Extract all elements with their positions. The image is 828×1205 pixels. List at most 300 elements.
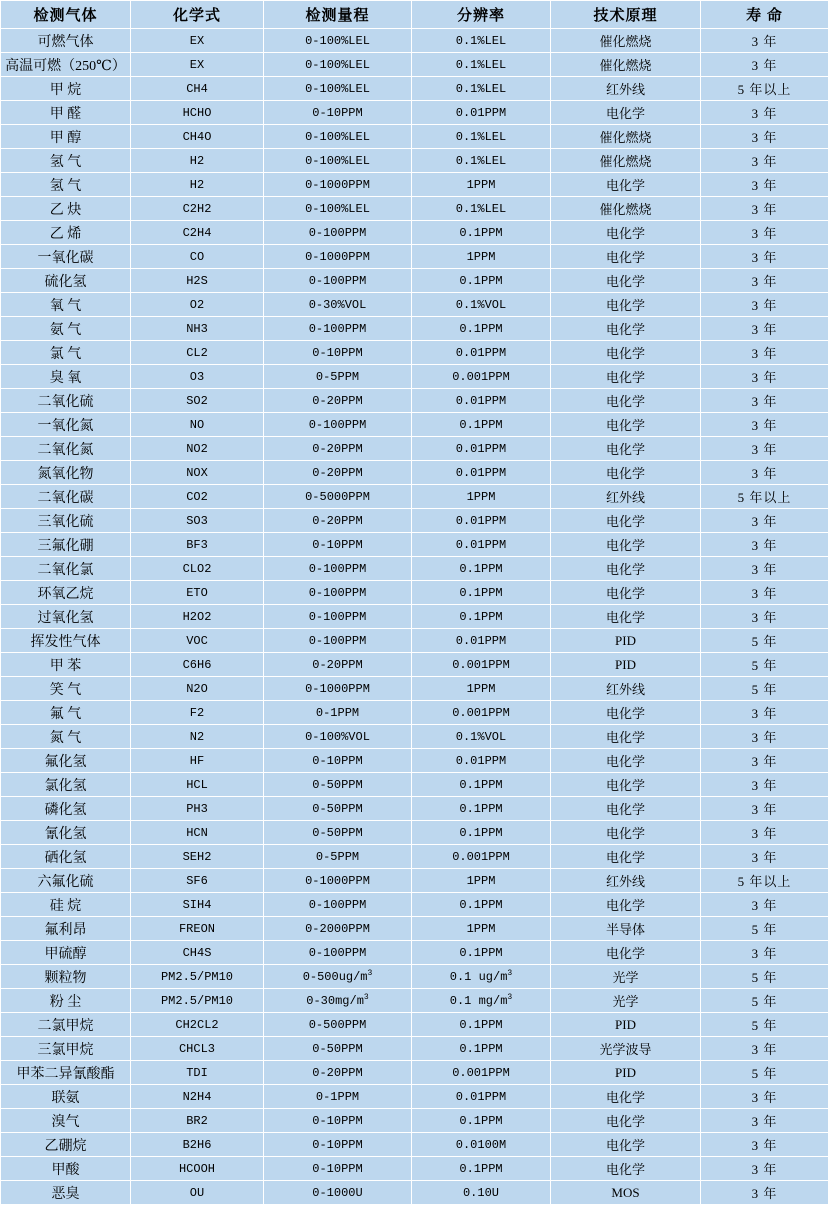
cell-technology: 电化学	[551, 533, 701, 557]
cell-measuring-range: 0-10PPM	[264, 1133, 412, 1157]
cell-lifetime: 3 年	[701, 293, 828, 317]
cell-lifetime: 3 年	[701, 29, 828, 53]
table-row	[1, 917, 828, 941]
cell-measuring-range: 0-50PPM	[264, 1037, 412, 1061]
cell-lifetime: 5 年	[701, 965, 828, 989]
cell-measuring-range: 0-1000PPM	[264, 245, 412, 269]
cell-gas-name: 联氨	[1, 1085, 131, 1109]
cell-resolution: 0.1PPM	[412, 269, 551, 293]
cell-technology: 电化学	[551, 893, 701, 917]
cell-technology: 催化燃烧	[551, 29, 701, 53]
cell-resolution: 0.01PPM	[412, 1085, 551, 1109]
cell-measuring-range: 0-20PPM	[264, 653, 412, 677]
cell-gas-name: 二氧化氯	[1, 557, 131, 581]
table-row	[1, 101, 828, 125]
cell-technology: 电化学	[551, 245, 701, 269]
cell-technology: 光学	[551, 989, 701, 1013]
table-row	[1, 869, 828, 893]
cell-lifetime: 3 年	[701, 1157, 828, 1181]
table-row	[1, 341, 828, 365]
cell-lifetime: 3 年	[701, 773, 828, 797]
cell-gas-name: 磷化氢	[1, 797, 131, 821]
cell-chemical-formula: PM2.5/PM10	[131, 989, 264, 1013]
table-row	[1, 845, 828, 869]
cell-gas-name: 溴气	[1, 1109, 131, 1133]
cell-lifetime: 3 年	[701, 533, 828, 557]
cell-chemical-formula: PM2.5/PM10	[131, 965, 264, 989]
table-row	[1, 437, 828, 461]
cell-resolution: 0.1PPM	[412, 581, 551, 605]
column-header-gas-name: 检测气体	[1, 1, 131, 29]
cell-measuring-range: $0-30mg/m^3$	[264, 989, 412, 1013]
cell-gas-name: 高温可燃（250℃）	[1, 53, 131, 77]
cell-technology: 电化学	[551, 581, 701, 605]
cell-technology: 催化燃烧	[551, 197, 701, 221]
table-row	[1, 797, 828, 821]
table-body	[1, 29, 828, 1205]
cell-gas-name: 氢 气	[1, 173, 131, 197]
cell-technology: 电化学	[551, 365, 701, 389]
table-row	[1, 365, 828, 389]
cell-lifetime: 3 年	[701, 1037, 828, 1061]
cell-technology: 红外线	[551, 677, 701, 701]
cell-lifetime: 3 年	[701, 53, 828, 77]
column-header-chemical-formula: 化学式	[131, 1, 264, 29]
cell-resolution: 0.1PPM	[412, 1037, 551, 1061]
cell-technology: 电化学	[551, 173, 701, 197]
table-row	[1, 725, 828, 749]
cell-chemical-formula: H2	[131, 149, 264, 173]
cell-measuring-range: 0-100%LEL	[264, 149, 412, 173]
cell-measuring-range: 0-500PPM	[264, 1013, 412, 1037]
table-row	[1, 581, 828, 605]
cell-chemical-formula: CH4	[131, 77, 264, 101]
cell-chemical-formula: CH4O	[131, 125, 264, 149]
cell-resolution: 0.01PPM	[412, 629, 551, 653]
cell-chemical-formula: H2O2	[131, 605, 264, 629]
cell-gas-name: 臭 氧	[1, 365, 131, 389]
cell-gas-name: 三氟化硼	[1, 533, 131, 557]
cell-lifetime: 5 年	[701, 677, 828, 701]
cell-technology: 电化学	[551, 437, 701, 461]
cell-lifetime: 3 年	[701, 509, 828, 533]
cell-measuring-range: 0-10PPM	[264, 749, 412, 773]
cell-technology: 催化燃烧	[551, 125, 701, 149]
cell-measuring-range: 0-100PPM	[264, 893, 412, 917]
table-row	[1, 677, 828, 701]
cell-technology: 电化学	[551, 605, 701, 629]
cell-gas-name: 氢 气	[1, 149, 131, 173]
cell-gas-name: 氨 气	[1, 317, 131, 341]
table-row	[1, 1037, 828, 1061]
cell-technology: 红外线	[551, 485, 701, 509]
table-header	[1, 1, 828, 29]
cell-measuring-range: 0-100%VOL	[264, 725, 412, 749]
column-header-technology: 技术原理	[551, 1, 701, 29]
table-row	[1, 245, 828, 269]
cell-measuring-range: 0-1000PPM	[264, 869, 412, 893]
cell-lifetime: 3 年	[701, 941, 828, 965]
cell-resolution: 0.01PPM	[412, 437, 551, 461]
cell-lifetime: 3 年	[701, 1181, 828, 1205]
cell-resolution: 1PPM	[412, 869, 551, 893]
cell-gas-name: 甲 醇	[1, 125, 131, 149]
cell-measuring-range: 0-20PPM	[264, 509, 412, 533]
cell-gas-name: 三氧化硫	[1, 509, 131, 533]
cell-lifetime: 5 年	[701, 629, 828, 653]
cell-measuring-range: 0-50PPM	[264, 773, 412, 797]
cell-technology: 电化学	[551, 1085, 701, 1109]
cell-gas-name: 乙硼烷	[1, 1133, 131, 1157]
cell-chemical-formula: OU	[131, 1181, 264, 1205]
table-row	[1, 509, 828, 533]
table-row	[1, 149, 828, 173]
cell-resolution: 0.01PPM	[412, 749, 551, 773]
cell-measuring-range: 0-10PPM	[264, 1157, 412, 1181]
cell-resolution: 1PPM	[412, 173, 551, 197]
cell-technology: 电化学	[551, 1133, 701, 1157]
cell-chemical-formula: NO2	[131, 437, 264, 461]
cell-gas-name: 氟 气	[1, 701, 131, 725]
table-row	[1, 221, 828, 245]
cell-resolution: 0.01PPM	[412, 389, 551, 413]
cell-measuring-range: 0-100PPM	[264, 941, 412, 965]
cell-measuring-range: 0-100PPM	[264, 557, 412, 581]
cell-lifetime: 5 年	[701, 1013, 828, 1037]
table-row	[1, 989, 828, 1013]
table-row	[1, 173, 828, 197]
cell-technology: 电化学	[551, 389, 701, 413]
cell-gas-name: 一氧化氮	[1, 413, 131, 437]
cell-resolution: 0.01PPM	[412, 341, 551, 365]
table-row	[1, 557, 828, 581]
cell-chemical-formula: O2	[131, 293, 264, 317]
cell-gas-name: 甲 醛	[1, 101, 131, 125]
cell-measuring-range: 0-100PPM	[264, 269, 412, 293]
cell-measuring-range: 0-100%LEL	[264, 125, 412, 149]
cell-gas-name: 硫化氢	[1, 269, 131, 293]
cell-chemical-formula: NH3	[131, 317, 264, 341]
cell-technology: PID	[551, 653, 701, 677]
cell-resolution: 0.1PPM	[412, 413, 551, 437]
cell-measuring-range: 0-50PPM	[264, 821, 412, 845]
table-row	[1, 605, 828, 629]
cell-technology: 电化学	[551, 293, 701, 317]
cell-lifetime: 5 年以上	[701, 869, 828, 893]
cell-gas-name: 六氟化硫	[1, 869, 131, 893]
cell-gas-name: 二氯甲烷	[1, 1013, 131, 1037]
cell-chemical-formula: HCN	[131, 821, 264, 845]
cell-technology: 催化燃烧	[551, 53, 701, 77]
table-row	[1, 773, 828, 797]
cell-resolution: 0.1 $mg/m^3$	[412, 989, 551, 1013]
cell-chemical-formula: EX	[131, 29, 264, 53]
cell-resolution: 0.1%LEL	[412, 197, 551, 221]
cell-technology: 电化学	[551, 101, 701, 125]
cell-gas-name: 二氧化硫	[1, 389, 131, 413]
cell-technology: 催化燃烧	[551, 149, 701, 173]
table-row	[1, 461, 828, 485]
cell-gas-name: 氧 气	[1, 293, 131, 317]
cell-resolution: 0.1PPM	[412, 605, 551, 629]
cell-chemical-formula: CLO2	[131, 557, 264, 581]
cell-measuring-range: 0-1PPM	[264, 1085, 412, 1109]
cell-lifetime: 3 年	[701, 581, 828, 605]
cell-resolution: 0.1%LEL	[412, 125, 551, 149]
table-row	[1, 485, 828, 509]
cell-chemical-formula: CH2CL2	[131, 1013, 264, 1037]
cell-gas-name: 甲硫醇	[1, 941, 131, 965]
cell-measuring-range: 0-100PPM	[264, 581, 412, 605]
cell-chemical-formula: CL2	[131, 341, 264, 365]
table-row	[1, 653, 828, 677]
cell-technology: 电化学	[551, 725, 701, 749]
table-row	[1, 893, 828, 917]
table-row	[1, 1157, 828, 1181]
cell-lifetime: 3 年	[701, 1085, 828, 1109]
cell-gas-name: 颗粒物	[1, 965, 131, 989]
cell-lifetime: 3 年	[701, 605, 828, 629]
cell-chemical-formula: HCL	[131, 773, 264, 797]
cell-resolution: 0.001PPM	[412, 701, 551, 725]
cell-measuring-range: 0-10PPM	[264, 101, 412, 125]
table-row	[1, 1085, 828, 1109]
cell-lifetime: 3 年	[701, 173, 828, 197]
cell-chemical-formula: SF6	[131, 869, 264, 893]
table-row	[1, 629, 828, 653]
cell-resolution: 0.01PPM	[412, 509, 551, 533]
cell-lifetime: 3 年	[701, 365, 828, 389]
cell-lifetime: 3 年	[701, 413, 828, 437]
cell-measuring-range: 0-10PPM	[264, 1109, 412, 1133]
cell-lifetime: 3 年	[701, 125, 828, 149]
cell-lifetime: 3 年	[701, 245, 828, 269]
cell-resolution: 0.1PPM	[412, 941, 551, 965]
cell-gas-name: 乙 烯	[1, 221, 131, 245]
cell-technology: 电化学	[551, 317, 701, 341]
table-row	[1, 197, 828, 221]
cell-technology: 半导体	[551, 917, 701, 941]
cell-gas-name: 氮氧化物	[1, 461, 131, 485]
table-row	[1, 77, 828, 101]
cell-lifetime: 5 年以上	[701, 77, 828, 101]
cell-measuring-range: 0-1000PPM	[264, 677, 412, 701]
cell-lifetime: 3 年	[701, 341, 828, 365]
cell-lifetime: 5 年	[701, 653, 828, 677]
cell-chemical-formula: HCOOH	[131, 1157, 264, 1181]
cell-chemical-formula: BR2	[131, 1109, 264, 1133]
cell-chemical-formula: ETO	[131, 581, 264, 605]
cell-technology: 电化学	[551, 821, 701, 845]
cell-gas-name: 环氧乙烷	[1, 581, 131, 605]
cell-chemical-formula: TDI	[131, 1061, 264, 1085]
table-row	[1, 293, 828, 317]
cell-gas-name: 三氯甲烷	[1, 1037, 131, 1061]
cell-technology: MOS	[551, 1181, 701, 1205]
cell-gas-name: 二氧化氮	[1, 437, 131, 461]
cell-measuring-range: 0-20PPM	[264, 1061, 412, 1085]
cell-measuring-range: 0-30%VOL	[264, 293, 412, 317]
cell-resolution: 0.001PPM	[412, 653, 551, 677]
cell-lifetime: 3 年	[701, 269, 828, 293]
cell-gas-name: 过氧化氢	[1, 605, 131, 629]
cell-measuring-range: 0-100%LEL	[264, 29, 412, 53]
cell-technology: 电化学	[551, 1157, 701, 1181]
cell-measuring-range: 0-100PPM	[264, 221, 412, 245]
cell-lifetime: 3 年	[701, 821, 828, 845]
cell-chemical-formula: H2S	[131, 269, 264, 293]
cell-resolution: 0.001PPM	[412, 845, 551, 869]
cell-technology: 电化学	[551, 749, 701, 773]
cell-resolution: 1PPM	[412, 917, 551, 941]
cell-resolution: 0.01PPM	[412, 533, 551, 557]
cell-chemical-formula: N2	[131, 725, 264, 749]
cell-resolution: 0.1%VOL	[412, 725, 551, 749]
cell-resolution: 0.1PPM	[412, 893, 551, 917]
cell-lifetime: 3 年	[701, 893, 828, 917]
cell-gas-name: 氰化氢	[1, 821, 131, 845]
cell-lifetime: 3 年	[701, 797, 828, 821]
cell-technology: 电化学	[551, 413, 701, 437]
cell-chemical-formula: SEH2	[131, 845, 264, 869]
cell-measuring-range: 0-5PPM	[264, 365, 412, 389]
cell-chemical-formula: CHCL3	[131, 1037, 264, 1061]
cell-resolution: 0.01PPM	[412, 461, 551, 485]
table-row	[1, 389, 828, 413]
cell-lifetime: 3 年	[701, 557, 828, 581]
cell-gas-name: 可燃气体	[1, 29, 131, 53]
cell-technology: 电化学	[551, 941, 701, 965]
cell-chemical-formula: H2	[131, 173, 264, 197]
cell-lifetime: 3 年	[701, 461, 828, 485]
cell-measuring-range: 0-100PPM	[264, 317, 412, 341]
cell-chemical-formula: NOX	[131, 461, 264, 485]
cell-resolution: 0.1PPM	[412, 1109, 551, 1133]
table-row	[1, 413, 828, 437]
cell-resolution: 0.1PPM	[412, 1157, 551, 1181]
cell-technology: 电化学	[551, 845, 701, 869]
cell-lifetime: 3 年	[701, 101, 828, 125]
cell-chemical-formula: HCHO	[131, 101, 264, 125]
table-row	[1, 965, 828, 989]
cell-measuring-range: 0-100PPM	[264, 605, 412, 629]
cell-resolution: 1PPM	[412, 245, 551, 269]
cell-resolution: 0.1%LEL	[412, 149, 551, 173]
cell-measuring-range: 0-1PPM	[264, 701, 412, 725]
cell-lifetime: 5 年	[701, 917, 828, 941]
cell-measuring-range: 0-100%LEL	[264, 197, 412, 221]
cell-lifetime: 3 年	[701, 725, 828, 749]
cell-lifetime: 3 年	[701, 701, 828, 725]
cell-measuring-range: 0-10PPM	[264, 341, 412, 365]
table-row	[1, 701, 828, 725]
cell-lifetime: 5 年	[701, 989, 828, 1013]
cell-technology: 电化学	[551, 461, 701, 485]
cell-technology: PID	[551, 1013, 701, 1037]
cell-measuring-range: 0-5PPM	[264, 845, 412, 869]
cell-resolution: 1PPM	[412, 485, 551, 509]
cell-resolution: 0.1 $ug/m^3$	[412, 965, 551, 989]
cell-resolution: 1PPM	[412, 677, 551, 701]
cell-lifetime: 3 年	[701, 317, 828, 341]
cell-lifetime: 3 年	[701, 197, 828, 221]
cell-gas-name: 甲苯二异氰酸酯	[1, 1061, 131, 1085]
cell-chemical-formula: N2O	[131, 677, 264, 701]
cell-gas-name: 甲 烷	[1, 77, 131, 101]
cell-resolution: 0.0100M	[412, 1133, 551, 1157]
table-row	[1, 1061, 828, 1085]
cell-resolution: 0.1%VOL	[412, 293, 551, 317]
table-row	[1, 533, 828, 557]
cell-technology: 电化学	[551, 221, 701, 245]
cell-technology: 光学	[551, 965, 701, 989]
cell-chemical-formula: CH4S	[131, 941, 264, 965]
cell-technology: 电化学	[551, 509, 701, 533]
cell-lifetime: 3 年	[701, 1109, 828, 1133]
cell-resolution: 0.1PPM	[412, 317, 551, 341]
cell-resolution: 0.1PPM	[412, 557, 551, 581]
cell-resolution: 0.1%LEL	[412, 77, 551, 101]
cell-chemical-formula: C6H6	[131, 653, 264, 677]
cell-chemical-formula: O3	[131, 365, 264, 389]
cell-lifetime: 3 年	[701, 149, 828, 173]
cell-lifetime: 5 年以上	[701, 485, 828, 509]
cell-resolution: 0.001PPM	[412, 365, 551, 389]
table-row	[1, 941, 828, 965]
cell-measuring-range: 0-20PPM	[264, 437, 412, 461]
cell-chemical-formula: HF	[131, 749, 264, 773]
cell-lifetime: 3 年	[701, 437, 828, 461]
cell-gas-name: 甲 苯	[1, 653, 131, 677]
cell-chemical-formula: SO3	[131, 509, 264, 533]
table-row	[1, 317, 828, 341]
cell-measuring-range: 0-2000PPM	[264, 917, 412, 941]
cell-gas-name: 硒化氢	[1, 845, 131, 869]
cell-measuring-range: $0-500ug/m^3$	[264, 965, 412, 989]
cell-chemical-formula: CO	[131, 245, 264, 269]
cell-chemical-formula: F2	[131, 701, 264, 725]
cell-measuring-range: 0-10PPM	[264, 533, 412, 557]
cell-gas-name: 氯 气	[1, 341, 131, 365]
cell-gas-name: 氟化氢	[1, 749, 131, 773]
cell-resolution: 0.001PPM	[412, 1061, 551, 1085]
cell-technology: 电化学	[551, 557, 701, 581]
cell-chemical-formula: NO	[131, 413, 264, 437]
cell-technology: PID	[551, 1061, 701, 1085]
cell-chemical-formula: VOC	[131, 629, 264, 653]
column-header-lifetime: 寿 命	[701, 1, 828, 29]
cell-measuring-range: 0-5000PPM	[264, 485, 412, 509]
cell-technology: 红外线	[551, 77, 701, 101]
table-row	[1, 53, 828, 77]
cell-resolution: 0.1%LEL	[412, 53, 551, 77]
cell-chemical-formula: N2H4	[131, 1085, 264, 1109]
table-row	[1, 749, 828, 773]
cell-lifetime: 3 年	[701, 845, 828, 869]
cell-chemical-formula: B2H6	[131, 1133, 264, 1157]
cell-measuring-range: 0-50PPM	[264, 797, 412, 821]
cell-gas-name: 甲酸	[1, 1157, 131, 1181]
cell-technology: 光学波导	[551, 1037, 701, 1061]
cell-gas-name: 乙 炔	[1, 197, 131, 221]
table-header-row	[1, 1, 828, 29]
cell-resolution: 0.1PPM	[412, 1013, 551, 1037]
cell-gas-name: 笑 气	[1, 677, 131, 701]
table-row	[1, 269, 828, 293]
cell-technology: 电化学	[551, 269, 701, 293]
cell-chemical-formula: FREON	[131, 917, 264, 941]
cell-chemical-formula: C2H2	[131, 197, 264, 221]
